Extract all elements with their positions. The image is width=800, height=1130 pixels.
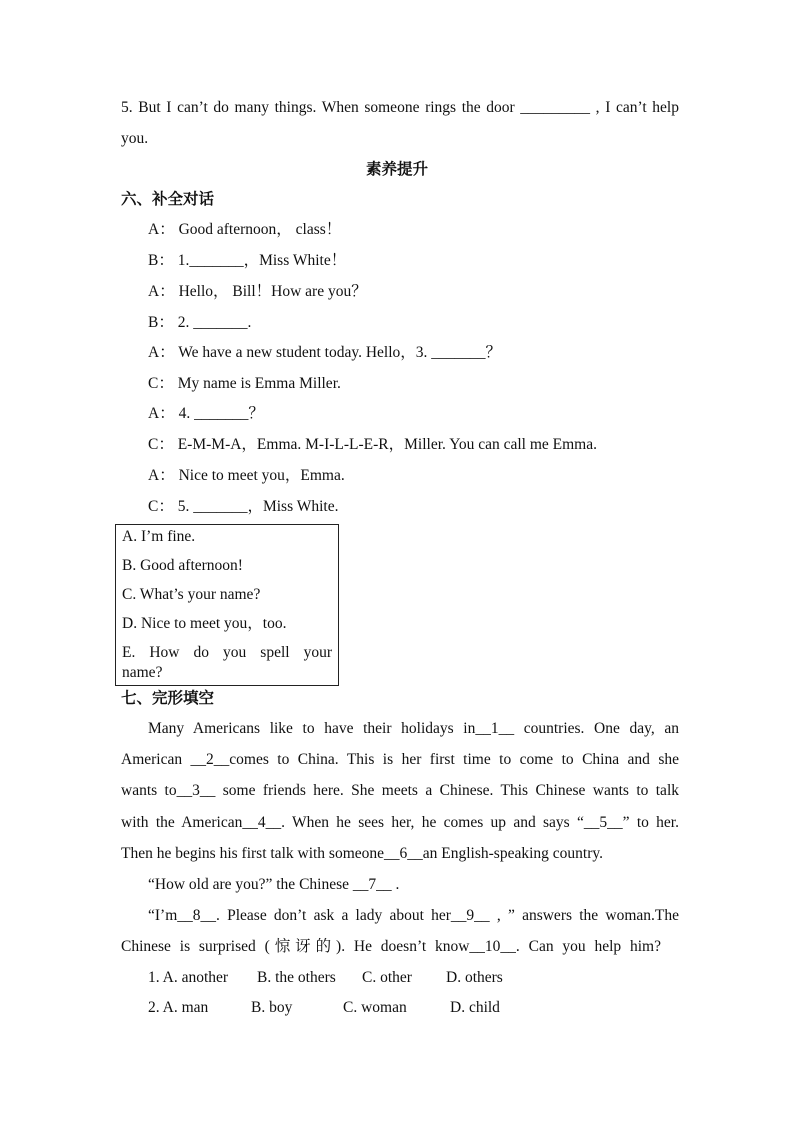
passage-line: “I’m__8__. Please don’t ask a lady about her__9__ , ” answers the woman.The bbox=[148, 907, 679, 924]
option-e-line1: E. How do you spell your bbox=[122, 644, 332, 661]
q5-line2: you. bbox=[121, 130, 149, 147]
choice-2-d: D. child bbox=[450, 999, 500, 1016]
passage-line: Then he begins his first talk with someone__6__an English-speaking country. bbox=[121, 845, 603, 862]
option-d: D. Nice to meet you，too. bbox=[122, 615, 287, 632]
choice-1-a: 1. A. another bbox=[148, 969, 229, 986]
dialogue-line: A： We have a new student today. Hello，3. _______？ bbox=[148, 344, 502, 361]
passage-line: Chinese is surprised (惊讶的). He doesn’t know__10__. Can you help him? bbox=[121, 938, 661, 955]
option-b: B. Good afternoon! bbox=[122, 557, 243, 574]
section6-heading: 六、补全对话 bbox=[121, 191, 215, 208]
choice-2-b: B. boy bbox=[251, 999, 293, 1016]
options-box bbox=[115, 524, 339, 686]
section7-heading: 七、完形填空 bbox=[121, 690, 215, 707]
section-title: 素养提升 bbox=[366, 161, 429, 178]
passage-line: “How old are you?” the Chinese __7__ . bbox=[148, 876, 400, 893]
option-e-line2: name? bbox=[122, 664, 163, 681]
option-c: C. What’s your name? bbox=[122, 586, 261, 603]
passage-line: with the American__4__. When he sees her, he comes up and says “__5__” to her. bbox=[121, 814, 679, 831]
passage-line: wants to__3__ some friends here. She meets a Chinese. This Chinese wants to talk bbox=[121, 782, 679, 799]
q5-line1: 5. But I can’t do many things. When someone rings the door _________ , I can’t help bbox=[121, 99, 679, 116]
option-a: A. I’m fine. bbox=[122, 528, 196, 545]
choice-1-b: B. the others bbox=[257, 969, 336, 986]
dialogue-line: B： 1._______，Miss White！ bbox=[148, 252, 347, 269]
dialogue-line: C： E-M-M-A，Emma. M-I-L-L-E-R，Miller. You can call me Emma. bbox=[148, 436, 597, 453]
choice-2-a: 2. A. man bbox=[148, 999, 209, 1016]
option-e bbox=[122, 643, 332, 683]
dialogue-line: A： Good afternoon， class！ bbox=[148, 221, 342, 238]
dialogue-line: A： Hello， Bill！How are you？ bbox=[148, 283, 367, 300]
dialogue-line: A： Nice to meet you，Emma. bbox=[148, 467, 345, 484]
dialogue-line: C： 5. _______，Miss White. bbox=[148, 498, 339, 515]
dialogue-line: A： 4. _______？ bbox=[148, 405, 264, 422]
choice-1-d: D. others bbox=[446, 969, 503, 986]
dialogue-line: B： 2. _______. bbox=[148, 314, 252, 331]
passage-line: Many Americans like to have their holidays in__1__ countries. One day, an bbox=[148, 720, 679, 737]
dialogue-line: C： My name is Emma Miller. bbox=[148, 375, 341, 392]
choice-1-c: C. other bbox=[362, 969, 412, 986]
choice-2-c: C. woman bbox=[343, 999, 407, 1016]
passage-line: American __2__comes to China. This is her first time to come to China and she bbox=[121, 751, 679, 768]
